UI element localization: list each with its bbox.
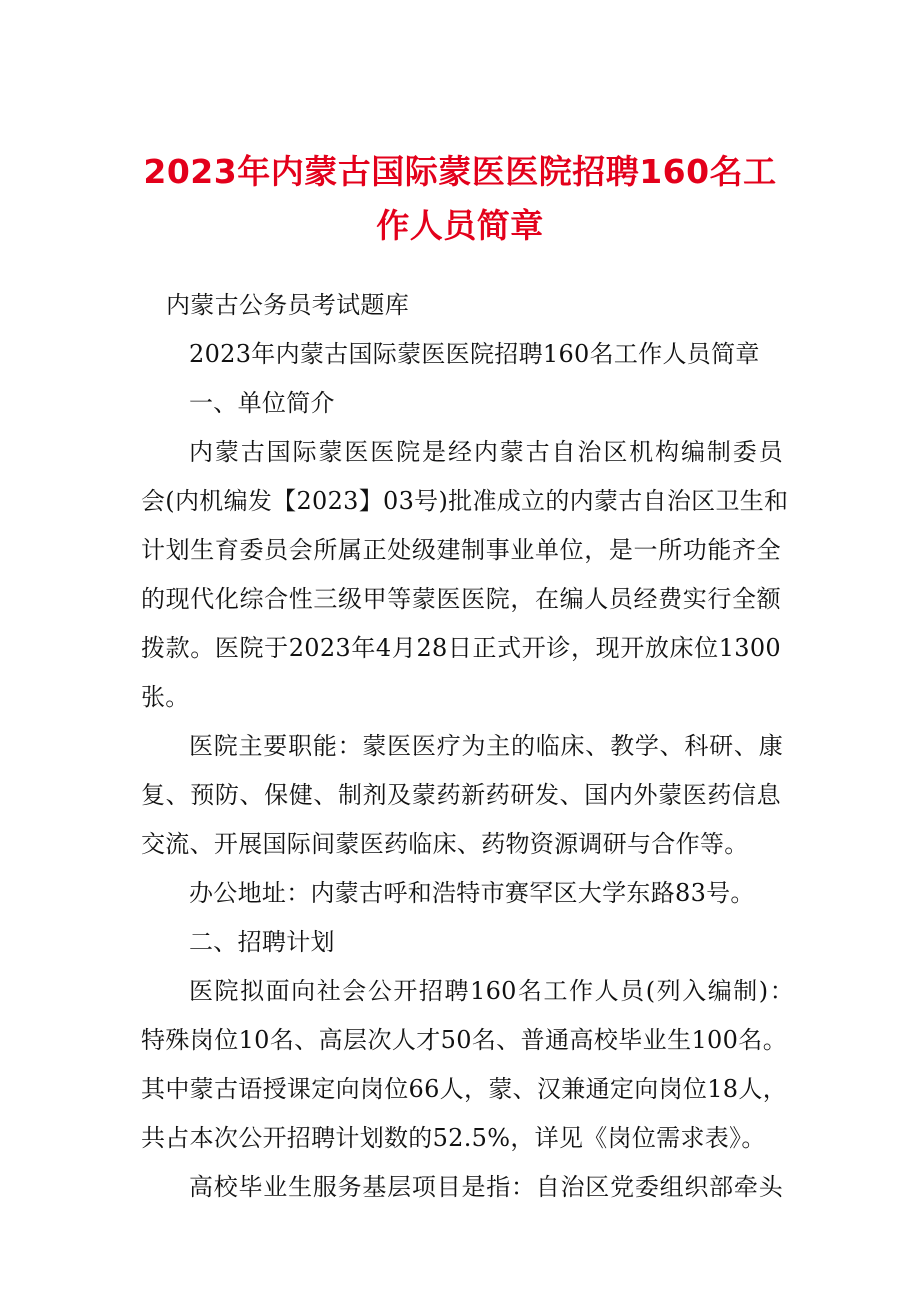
paragraph-line: 其中蒙古语授课定向岗位66人，蒙、汉兼通定向岗位18人， — [141, 1075, 787, 1103]
paragraph-line: 计划生育委员会所属正处级建制事业单位，是一所功能齐全 — [141, 536, 781, 564]
paragraph-line: 共占本次公开招聘计划数的52.5%，详见《岗位需求表》。 — [141, 1124, 766, 1152]
section-heading-1: 一、单位简介 — [189, 389, 335, 417]
paragraph-line: 张。 — [141, 683, 190, 711]
section-heading-2: 二、招聘计划 — [189, 928, 335, 956]
paragraph-line: 医院主要职能：蒙医医疗为主的临床、教学、科研、康 — [189, 732, 783, 760]
paragraph-line: 内蒙古国际蒙医医院是经内蒙古自治区机构编制委员 — [189, 438, 783, 466]
paragraph-line: 办公地址：内蒙古呼和浩特市赛罕区大学东路83号。 — [189, 879, 755, 907]
document-subtitle: 2023年内蒙古国际蒙医医院招聘160名工作人员简章 — [189, 340, 760, 368]
document-title-line-1: 2023年内蒙古国际蒙医医院招聘160名工 — [143, 152, 777, 191]
paragraph-line: 复、预防、保健、制剂及蒙药新药研发、国内外蒙医药信息 — [141, 781, 781, 809]
paragraph-line: 交流、开展国际间蒙医药临床、药物资源调研与合作等。 — [141, 830, 749, 858]
source-label: 内蒙古公务员考试题库 — [166, 291, 409, 319]
paragraph-line: 拨款。医院于2023年4月28日正式开诊，现开放床位1300 — [141, 634, 781, 662]
paragraph-line: 医院拟面向社会公开招聘160名工作人员(列入编制)： — [189, 977, 794, 1005]
paragraph-line: 的现代化综合性三级甲等蒙医医院，在编人员经费实行全额 — [141, 585, 781, 613]
paragraph-line: 特殊岗位10名、高层次人才50名、普通高校毕业生100名。 — [141, 1026, 787, 1054]
paragraph-line: 会(内机编发【2023】03号)批准成立的内蒙古自治区卫生和 — [141, 487, 789, 515]
document-title-line-2: 作人员简章 — [376, 206, 544, 245]
paragraph-line: 高校毕业生服务基层项目是指：自治区党委组织部牵头 — [189, 1173, 783, 1201]
